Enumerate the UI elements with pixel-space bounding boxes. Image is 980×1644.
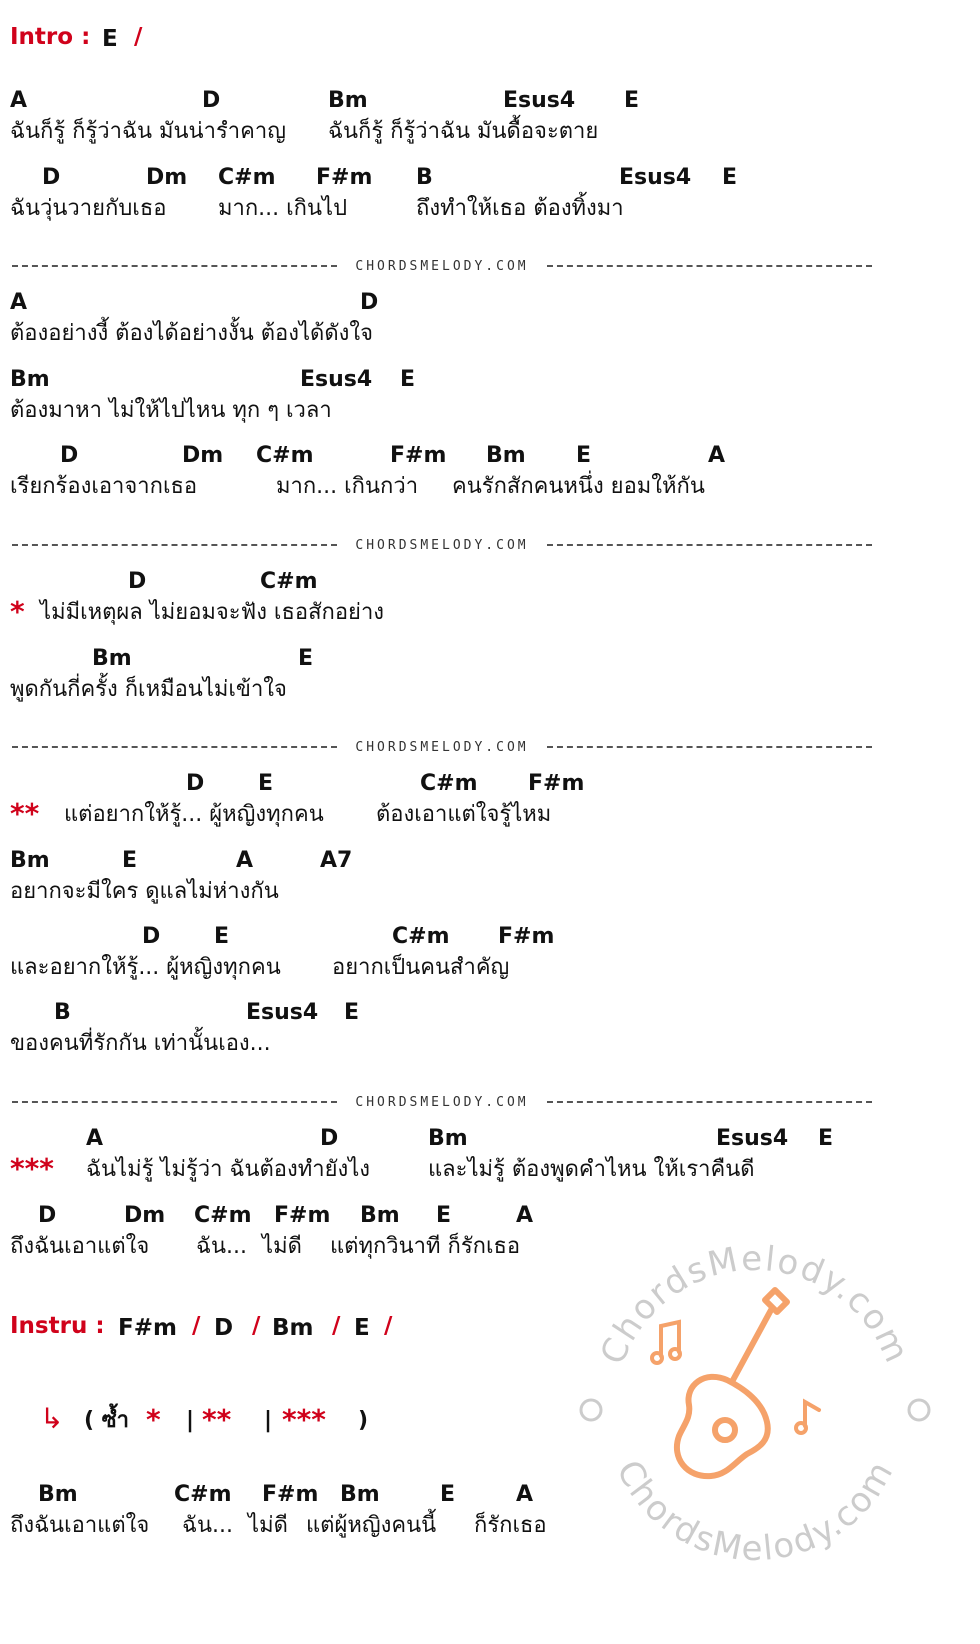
lyric-line: ฉันก็รู้ ก็รู้ว่าฉัน มันดื้อจะตาย (328, 119, 599, 144)
instru-label: Instru : (10, 1313, 105, 1339)
chord[interactable]: D (214, 1315, 234, 1341)
lyric-line: ต้องเอาแต่ใจรู้ไหม (376, 802, 552, 827)
chord[interactable]: F#m (274, 1203, 331, 1228)
chord[interactable]: Esus4 (619, 165, 692, 190)
lyric-line: เรียกร้องเอาจากเธอ (10, 474, 198, 499)
lyric-line: ฉันวุ่นวายกับเธอ (10, 196, 167, 221)
chord[interactable]: E (818, 1126, 834, 1151)
watermark-text-bottom: ChordsMelody.com (608, 1453, 903, 1570)
chord[interactable]: C#m (392, 924, 450, 949)
chord[interactable]: Dm (182, 443, 224, 468)
lyric-line: พูดกันกี่ครั้ง ก็เหมือนไม่เข้าใจ (10, 677, 287, 702)
separator (12, 1092, 872, 1112)
lyric-line: แต่ทุกวินาที ก็รักเธอ (330, 1234, 521, 1259)
chord[interactable]: D (38, 1203, 57, 1228)
instru-slash: / (332, 1313, 341, 1339)
section-marker-star: * (10, 595, 25, 628)
chord[interactable]: F#m (262, 1482, 319, 1507)
instru-slash: / (192, 1313, 201, 1339)
chord[interactable]: Esus4 (300, 367, 373, 392)
chord[interactable]: A (516, 1203, 534, 1228)
separator (12, 256, 872, 276)
chord[interactable]: C#m (260, 569, 318, 594)
lyric-line: ไม่ดี (248, 1513, 288, 1538)
section-marker-triple-star: *** (10, 1152, 54, 1185)
separator-brand: CHORDSMELODY.COM (355, 258, 529, 274)
chord[interactable]: D (202, 88, 221, 113)
watermark-text-top: ChordsMelody.com (592, 1238, 918, 1371)
chord[interactable]: E (722, 165, 738, 190)
chord[interactable]: A (708, 443, 726, 468)
lyric-line: อยากเป็นคนสำคัญ (332, 955, 510, 980)
chord[interactable]: F#m (498, 924, 555, 949)
chord[interactable]: Esus4 (716, 1126, 789, 1151)
watermark-logo (575, 1230, 935, 1590)
chord[interactable]: Bm (428, 1126, 468, 1151)
chord[interactable]: A (86, 1126, 104, 1151)
chord[interactable]: Dm (124, 1203, 166, 1228)
chord[interactable]: C#m (218, 165, 276, 190)
lyric-line: อยากจะมีใคร ดูแลไม่ห่างกัน (10, 879, 279, 904)
chord[interactable]: D (186, 771, 205, 796)
instru-slash: / (384, 1313, 393, 1339)
chord[interactable]: A (516, 1482, 534, 1507)
chord[interactable]: D (142, 924, 161, 949)
lyric-line: ฉัน... (182, 1513, 234, 1538)
lyric-line: ฉัน... (196, 1234, 248, 1259)
chord[interactable]: D (360, 290, 379, 315)
guitar-icon (677, 1290, 787, 1476)
lyric-line: แต่ผู้หญิงคนนี้ (306, 1513, 437, 1538)
chord[interactable]: E (298, 646, 314, 671)
chord[interactable]: D (320, 1126, 339, 1151)
chord[interactable]: E (400, 367, 416, 392)
lyric-line: ต้องมาหา ไม่ให้ไปไหน ทุก ๆ เวลา (10, 398, 332, 423)
chord[interactable]: E (624, 88, 640, 113)
chord[interactable]: D (60, 443, 79, 468)
lyric-line: ฉันก็รู้ ก็รู้ว่าฉัน มันน่ารำคาญ (10, 119, 286, 144)
chord[interactable]: F#m (528, 771, 585, 796)
chord[interactable]: C#m (174, 1482, 232, 1507)
chord[interactable]: F#m (316, 165, 373, 190)
lyric-line: ถึงทำให้เธอ ต้องทิ้งมา (416, 196, 624, 221)
repeat-bar: | (264, 1408, 273, 1433)
lyric-line: มาก... เกินไป (218, 196, 348, 221)
section-marker-double-star: ** (10, 797, 40, 830)
intro-chord[interactable]: E (102, 26, 118, 52)
chord[interactable]: Esus4 (246, 1000, 319, 1025)
chord[interactable]: E (214, 924, 230, 949)
chord[interactable]: Bm (38, 1482, 78, 1507)
lyric-line: ของคนที่รักกัน เท่านั้นเอง... (10, 1031, 271, 1056)
lyric-line: แต่อยากให้รู้... ผู้หญิงทุกคน (64, 802, 324, 827)
chord[interactable]: A (10, 290, 28, 315)
chord[interactable]: Esus4 (503, 88, 576, 113)
repeat-close: ) (358, 1408, 369, 1433)
chord[interactable]: E (576, 443, 592, 468)
repeat-marker-double-star: ** (202, 1403, 232, 1436)
intro-label: Intro : (10, 24, 91, 50)
chord[interactable]: Bm (10, 848, 50, 873)
chord[interactable]: Bm (10, 367, 50, 392)
lyric-line: ไม่มีเหตุผล ไม่ยอมจะฟัง เธอสักอย่าง (40, 600, 385, 625)
lyric-line: ถึงฉันเอาแต่ใจ (10, 1234, 150, 1259)
repeat-marker-triple-star: *** (282, 1403, 326, 1436)
chord[interactable]: Bm (328, 88, 368, 113)
instru-slash: / (252, 1313, 261, 1339)
chord[interactable]: Bm (92, 646, 132, 671)
chord[interactable]: C#m (194, 1203, 252, 1228)
chord[interactable]: A (236, 848, 254, 873)
chord[interactable]: Bm (272, 1315, 314, 1341)
chord[interactable]: B (54, 1000, 71, 1025)
separator-brand: CHORDSMELODY.COM (355, 739, 529, 755)
chord[interactable]: F#m (390, 443, 447, 468)
lyric-line: ต้องอย่างงี้ ต้องได้อย่างงั้น ต้องได้ดังใจ (10, 321, 373, 346)
chord[interactable]: D (42, 165, 61, 190)
chord[interactable]: C#m (420, 771, 478, 796)
chord[interactable]: F#m (118, 1315, 177, 1341)
chord[interactable]: A7 (320, 848, 353, 873)
separator-brand: CHORDSMELODY.COM (355, 1094, 529, 1110)
chord[interactable]: Bm (360, 1203, 400, 1228)
lyric-line: คนรักสักคนหนึ่ง ยอมให้กัน (452, 474, 705, 499)
chord[interactable]: Bm (486, 443, 526, 468)
separator (12, 535, 872, 555)
lyric-line: และไม่รู้ ต้องพูดคำไหน ให้เราคืนดี (428, 1157, 755, 1182)
lyric-line: ก็รักเธอ (474, 1513, 547, 1538)
repeat-open: ( ซ้ำ (84, 1408, 129, 1433)
lyric-line: มาก... เกินกว่า (276, 474, 419, 499)
chord[interactable]: B (416, 165, 433, 190)
lyric-line: ไม่ดี (262, 1234, 302, 1259)
chord[interactable]: Bm (340, 1482, 380, 1507)
chord[interactable]: A (10, 88, 28, 113)
chord[interactable]: Dm (146, 165, 188, 190)
chord[interactable]: E (354, 1315, 370, 1341)
separator (12, 737, 872, 757)
chord[interactable]: E (436, 1203, 452, 1228)
lyric-line: และอยากให้รู้... ผู้หญิงทุกคน (10, 955, 281, 980)
repeat-arrow-icon: ↳ (40, 1402, 64, 1435)
intro-slash: / (134, 24, 143, 50)
chord[interactable]: E (344, 1000, 360, 1025)
repeat-bar: | (186, 1408, 195, 1433)
lyric-line: ถึงฉันเอาแต่ใจ (10, 1513, 150, 1538)
lyric-line: ฉันไม่รู้ ไม่รู้ว่า ฉันต้องทำยังไง (86, 1157, 371, 1182)
chord[interactable]: E (258, 771, 274, 796)
chord[interactable]: D (128, 569, 147, 594)
repeat-marker-star: * (146, 1403, 161, 1436)
chord[interactable]: E (440, 1482, 456, 1507)
chord[interactable]: E (122, 848, 138, 873)
chord[interactable]: C#m (256, 443, 314, 468)
separator-brand: CHORDSMELODY.COM (355, 537, 529, 553)
